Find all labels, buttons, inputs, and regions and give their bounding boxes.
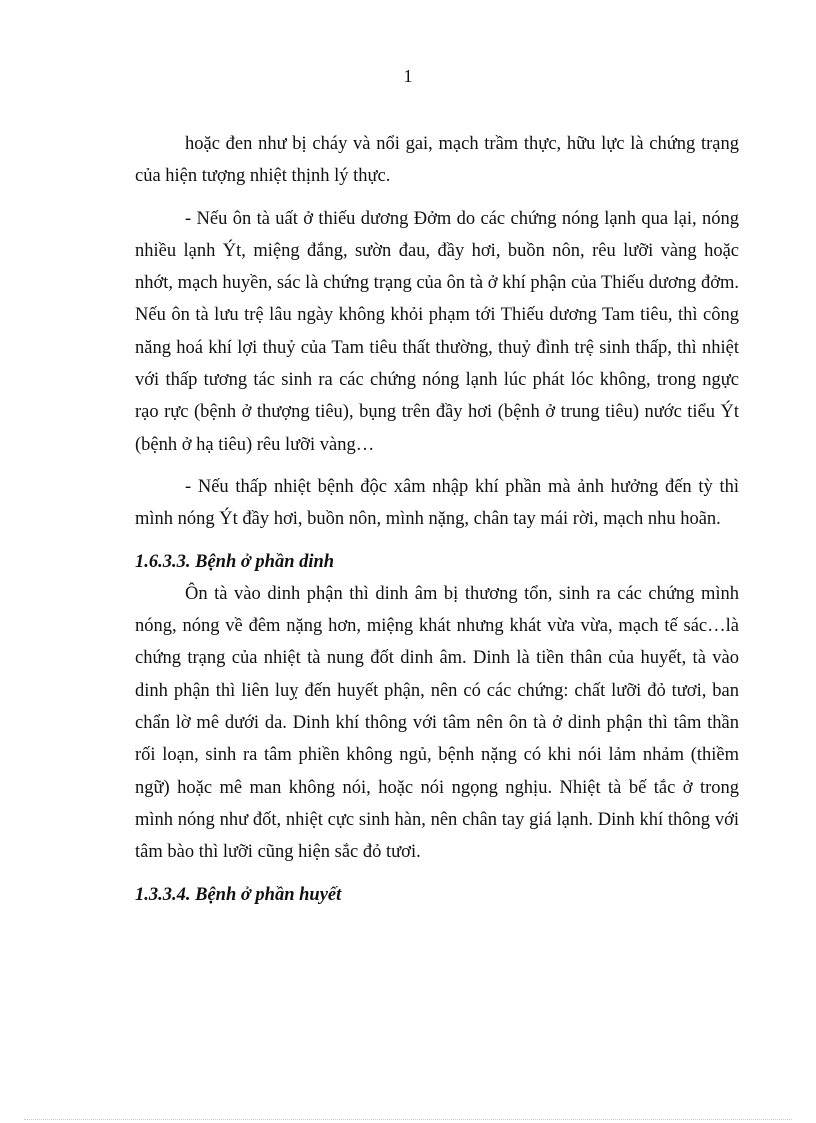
page-number: 1 — [403, 66, 413, 86]
paragraph-damp-heat: - Nếu thấp nhiệt bệnh độc xâm nhập khí phần mà ảnh hưởng đến tỳ thì mình nóng Ýt đầy hơi, buồn nôn, mình nặng, chân tay mái rời, mạch nhu hoãn. — [135, 476, 739, 530]
section-heading-huyet: 1.3.3.4. Bệnh ở phần huyết — [135, 884, 342, 905]
footer-divider — [24, 1119, 792, 1120]
paragraph-shaoyang: - Nếu ôn tà uất ở thiếu dương Đởm do các chứng nóng lạnh qua lại, nóng nhiều lạnh Ýt, miệng đắng, sườn đau, đầy hơi, buồn nôn, rêu lưỡi vàng hoặc nhớt, mạch huyền, sác là chứng trạng của ôn tà ở khí phận của Thiếu dương đởm. Nếu ôn tà lưu trệ lâu ngày không khỏi phạm tới Thiếu dương Tam tiêu, thì công năng hoá khí lợi thuỷ của Tam tiêu thất thường, thuỷ đình trệ sinh thấp, thì nhiệt với thấp tương tác sinh ra các chứng nóng lạnh lúc phát lóc không, trong ngực rạo rực (bệnh ở thượng tiêu), bụng trên đầy hơi (bệnh ở trung tiêu) nước tiểu Ýt (bệnh ở hạ tiêu) rêu lưỡi vàng… — [135, 208, 739, 455]
page-content — [135, 128, 739, 911]
section-heading-dinh: 1.6.3.3. Bệnh ở phần dinh — [135, 551, 335, 572]
paragraph-dinh: Ôn tà vào dinh phận thì dinh âm bị thương tổn, sinh ra các chứng mình nóng, nóng về đêm nặng hơn, miệng khát nhưng khát vừa vừa, mạch tế sác…là chứng trạng của nhiệt tà nung đốt dinh âm. Dinh là tiền thân của huyết, tà vào dinh phận thì liên luỵ đến huyết phận, nên có các chứng: chất lưỡi đỏ tươi, ban chẩn lờ mê dưới da. Dinh khí thông với tâm nên ôn tà ở dinh phận thì tâm thần rối loạn, sinh ra tâm phiền không ngủ, bệnh nặng có khi nói lảm nhảm (thiềm ngữ) hoặc mê man không nói, hoặc nói ngọng nghịu. Nhiệt tà bế tắc ở trong mình nóng như đốt, nhiệt cực sinh hàn, nên chân tay giá lạnh. Dinh khí thông với tâm bào thì lưỡi cũng hiện sắc đỏ tươi. — [135, 583, 739, 863]
paragraph-heat-excess: hoặc đen như bị cháy và nổi gai, mạch trầm thực, hữu lực là chứng trạng của hiện tượng nhiệt thịnh lý thực. — [135, 134, 739, 187]
